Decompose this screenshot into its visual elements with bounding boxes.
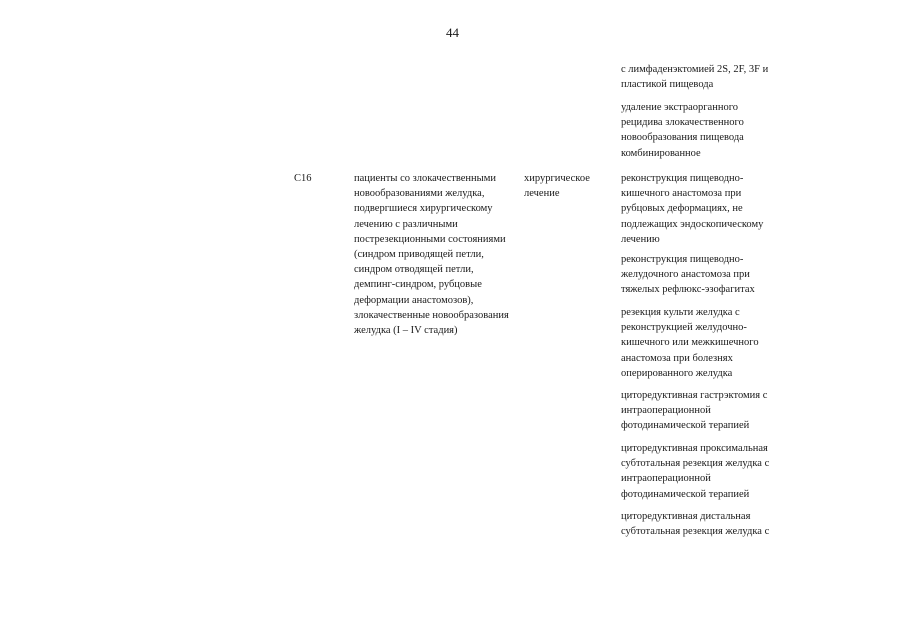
method-item: циторедуктивная гастрэктомия с интраоперационной фотодинамической терапией	[621, 390, 768, 432]
page-number: 44	[446, 25, 459, 40]
method-item: циторедуктивная дистальная субтотальная резекция желудка с	[621, 511, 770, 538]
method-text-continued-2: удаление экстраорганного рецидива злокачественного новообразования пищевода комбинированное	[621, 102, 744, 159]
method-item: резекция культи желудка с реконструкцией желудочно- кишечного или межкишечного анастомоза при болезнях оперированного желудка	[621, 307, 759, 379]
method-item: циторедуктивная проксимальная субтотальная резекция желудка с интраоперационной фотодинамической терапией	[621, 443, 770, 500]
diagnosis-code: C16	[294, 173, 312, 184]
method-item: реконструкция пищеводно- желудочного анастомоза при тяжелых рефлюкс-эзофагитах	[621, 254, 755, 296]
treatment-type: хирургическое лечение	[524, 173, 590, 200]
patient-model: пациенты со злокачественными новообразованиями желудка, подвергшиеся хирургическому лечению с различными пострезекционными состояниями (синдром приводящей петли, синдром отводящей петли, демпинг-синдром, рубцовые деформации анастомозов), злокачественные новообразования желудка (I – IV стадия)	[354, 173, 509, 337]
method-text-continued-1: с лимфаденэктомией 2S, 2F, 3F и пластикой пищевода	[621, 64, 769, 91]
method-item: реконструкция пищеводно- кишечного анастомоза при рубцовых деформациях, не подлежащих эндоскопическому лечению	[621, 173, 764, 245]
